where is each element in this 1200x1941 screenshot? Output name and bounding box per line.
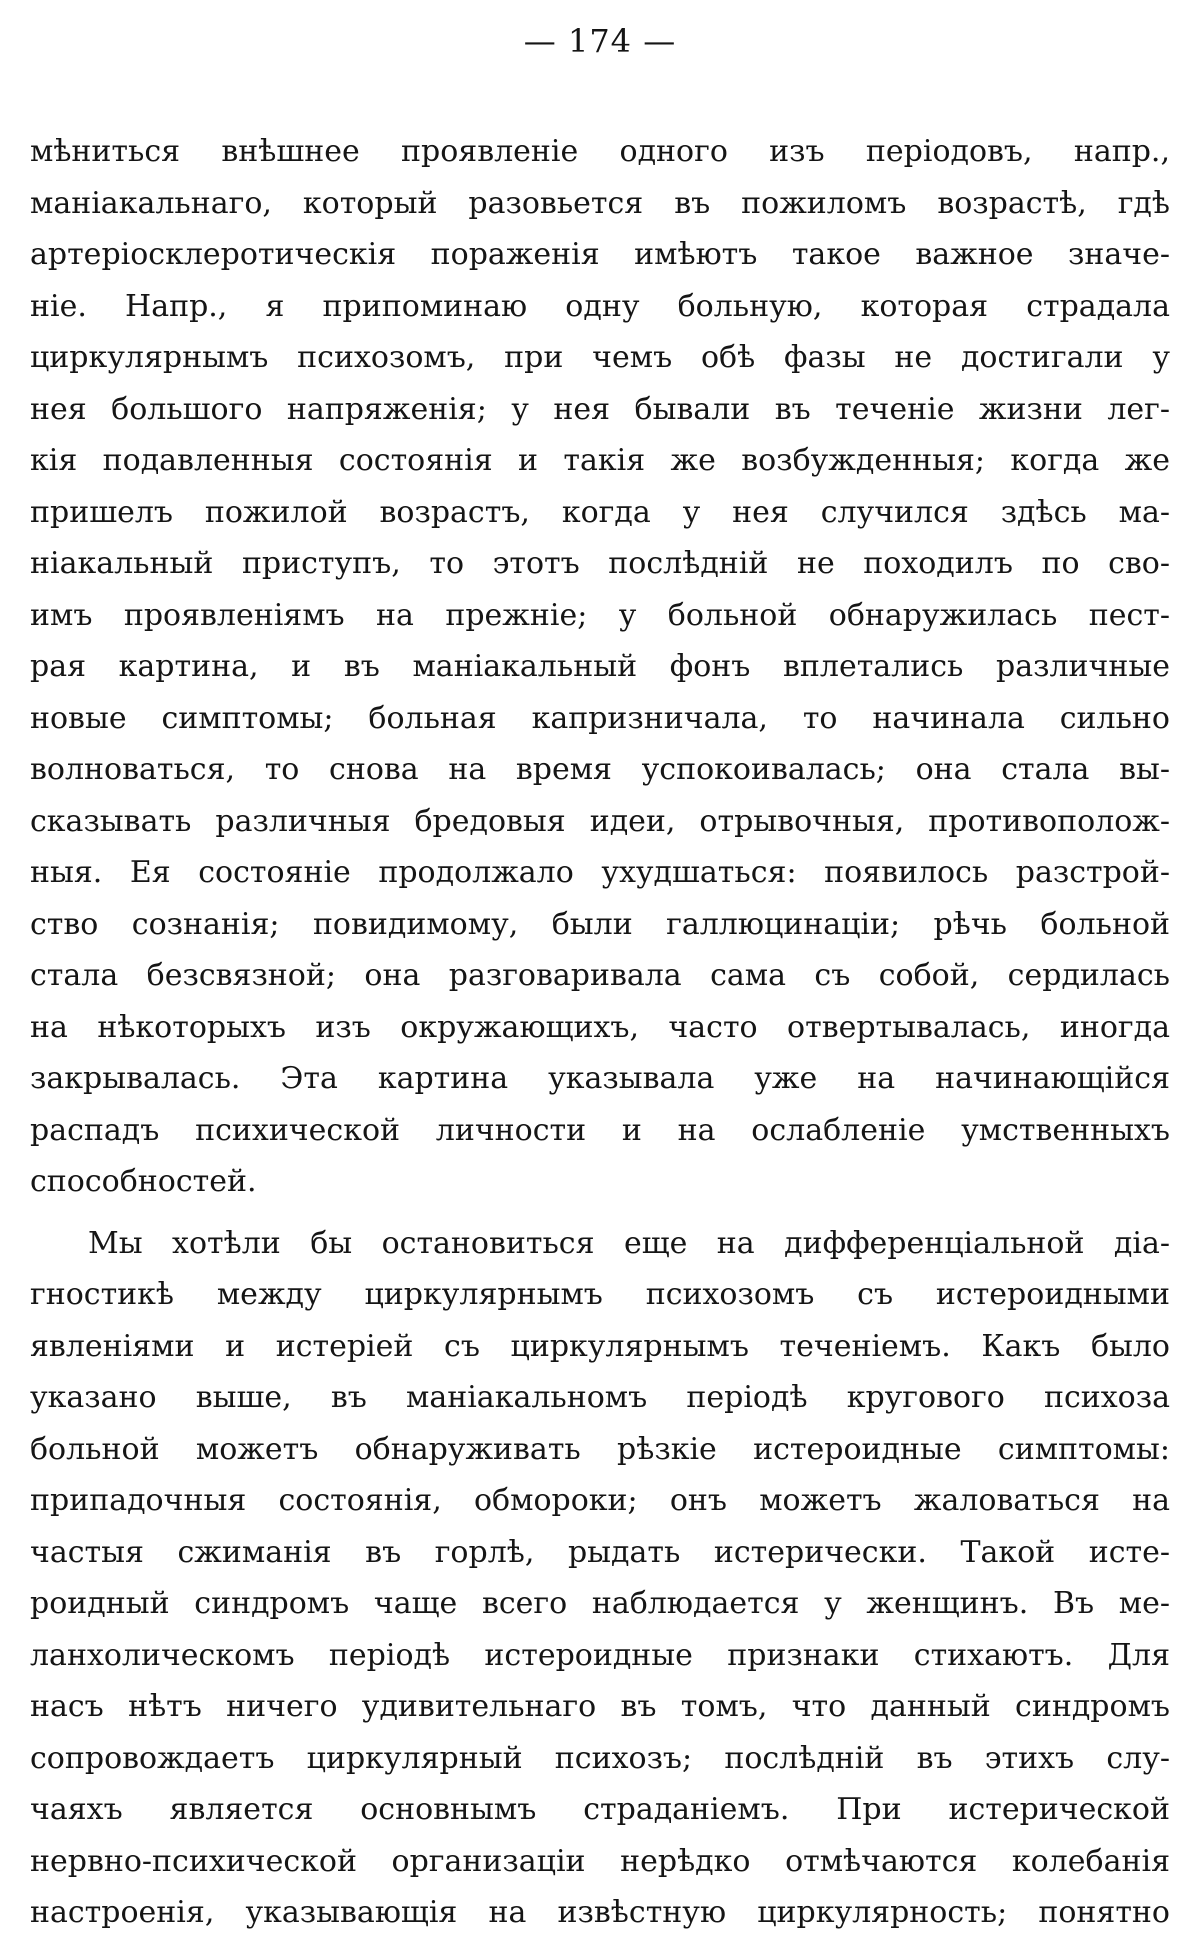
text-line: циркулярнымъ психозомъ, при чемъ обѣ фазы не достигали у (30, 340, 1170, 375)
text-line: больной можетъ обнаруживать рѣзкіе истероидные симптомы: (30, 1431, 1170, 1467)
text-line: закрывалась. Эта картина указывала уже на начинающійся (30, 1061, 1170, 1096)
text-line: артеріосклеротическія пораженія имѣютъ такое важное значе- (30, 237, 1170, 272)
text-line: на нѣкоторыхъ изъ окружающихъ, часто отвертывалась, иногда (30, 1009, 1170, 1045)
text-line: указано выше, въ маніакальномъ періодѣ кругового психоза (30, 1380, 1170, 1415)
text-line: способностей. (30, 1164, 257, 1199)
text-line: частыя сжиманія въ горлѣ, рыдать истерически. Такой исте- (30, 1534, 1170, 1570)
text-line: рая картина, и въ маніакальный фонъ вплетались различные (30, 649, 1170, 684)
paragraph-2 (30, 1218, 1170, 1939)
text-line: ланхолическомъ періодѣ истероидные признаки стихаютъ. Для (30, 1637, 1170, 1673)
text-line: новые симптомы; больная капризничала, то начинала сильно (30, 700, 1170, 736)
text-line: ство сознанія; повидимому, были галлюцинаціи; рѣчь больной (30, 906, 1170, 942)
text-line: чаяхъ является основнымъ страданіемъ. При истерической (30, 1792, 1170, 1827)
text-line: ніе. Напр., я припоминаю одну больную, которая страдала (30, 288, 1170, 324)
text-line: настроенія, указывающія на извѣстную циркулярность; понятно (30, 1895, 1170, 1930)
text-line: распадъ психической личности и на ослабленіе умственныхъ (30, 1112, 1170, 1148)
text-line: роидный синдромъ чаще всего наблюдается у женщинъ. Въ ме- (30, 1586, 1170, 1621)
text-line: пришелъ пожилой возрастъ, когда у нея случился здѣсь ма- (30, 494, 1170, 530)
text-line: припадочныя состоянія, обмороки; онъ можетъ жаловаться на (30, 1483, 1170, 1518)
text-line: явленіями и истеріей съ циркулярнымъ теченіемъ. Какъ было (30, 1328, 1170, 1364)
text-line: сказывать различныя бредовыя идеи, отрывочныя, противополож- (30, 803, 1170, 839)
document-page (30, 18, 1170, 1939)
text-line: нея большого напряженія; у нея бывали въ теченіе жизни лег- (30, 391, 1170, 427)
page-number: — 174 — (523, 22, 677, 60)
text-line: волноваться, то снова на время успокоивалась; она стала вы- (30, 752, 1170, 787)
text-line: ніакальный приступъ, то этотъ послѣдній не походилъ по сво- (30, 546, 1170, 581)
paragraph-1 (30, 126, 1170, 1208)
text-line: мѣниться внѣшнее проявленіе одного изъ періодовъ, напр., (30, 134, 1170, 169)
text-line: нервно-психической организаціи нерѣдко отмѣчаются колебанія (30, 1843, 1170, 1879)
text-line: насъ нѣтъ ничего удивительнаго въ томъ, что данный синдромъ (30, 1689, 1170, 1724)
text-line: кія подавленныя состоянія и такія же возбужденныя; когда же (30, 443, 1170, 478)
text-line: сопровождаетъ циркулярный психозъ; послѣдній въ этихъ слу- (30, 1740, 1170, 1776)
text-line: Мы хотѣли бы остановиться еще на дифференціальной діа- (88, 1225, 1170, 1261)
text-line: ныя. Ея состояніе продолжало ухудшаться: появилось разстрой- (30, 855, 1170, 890)
text-line: имъ проявленіямъ на прежніе; у больной обнаружилась пест- (30, 597, 1170, 633)
text-line: стала безсвязной; она разговаривала сама съ собой, сердилась (30, 958, 1170, 993)
text-line: маніакальнаго, который разовьется въ пожиломъ возрастѣ, гдѣ (30, 185, 1170, 221)
text-line: гностикѣ между циркулярнымъ психозомъ съ истероидными (30, 1277, 1170, 1312)
paragraph-gap (30, 1208, 1170, 1218)
